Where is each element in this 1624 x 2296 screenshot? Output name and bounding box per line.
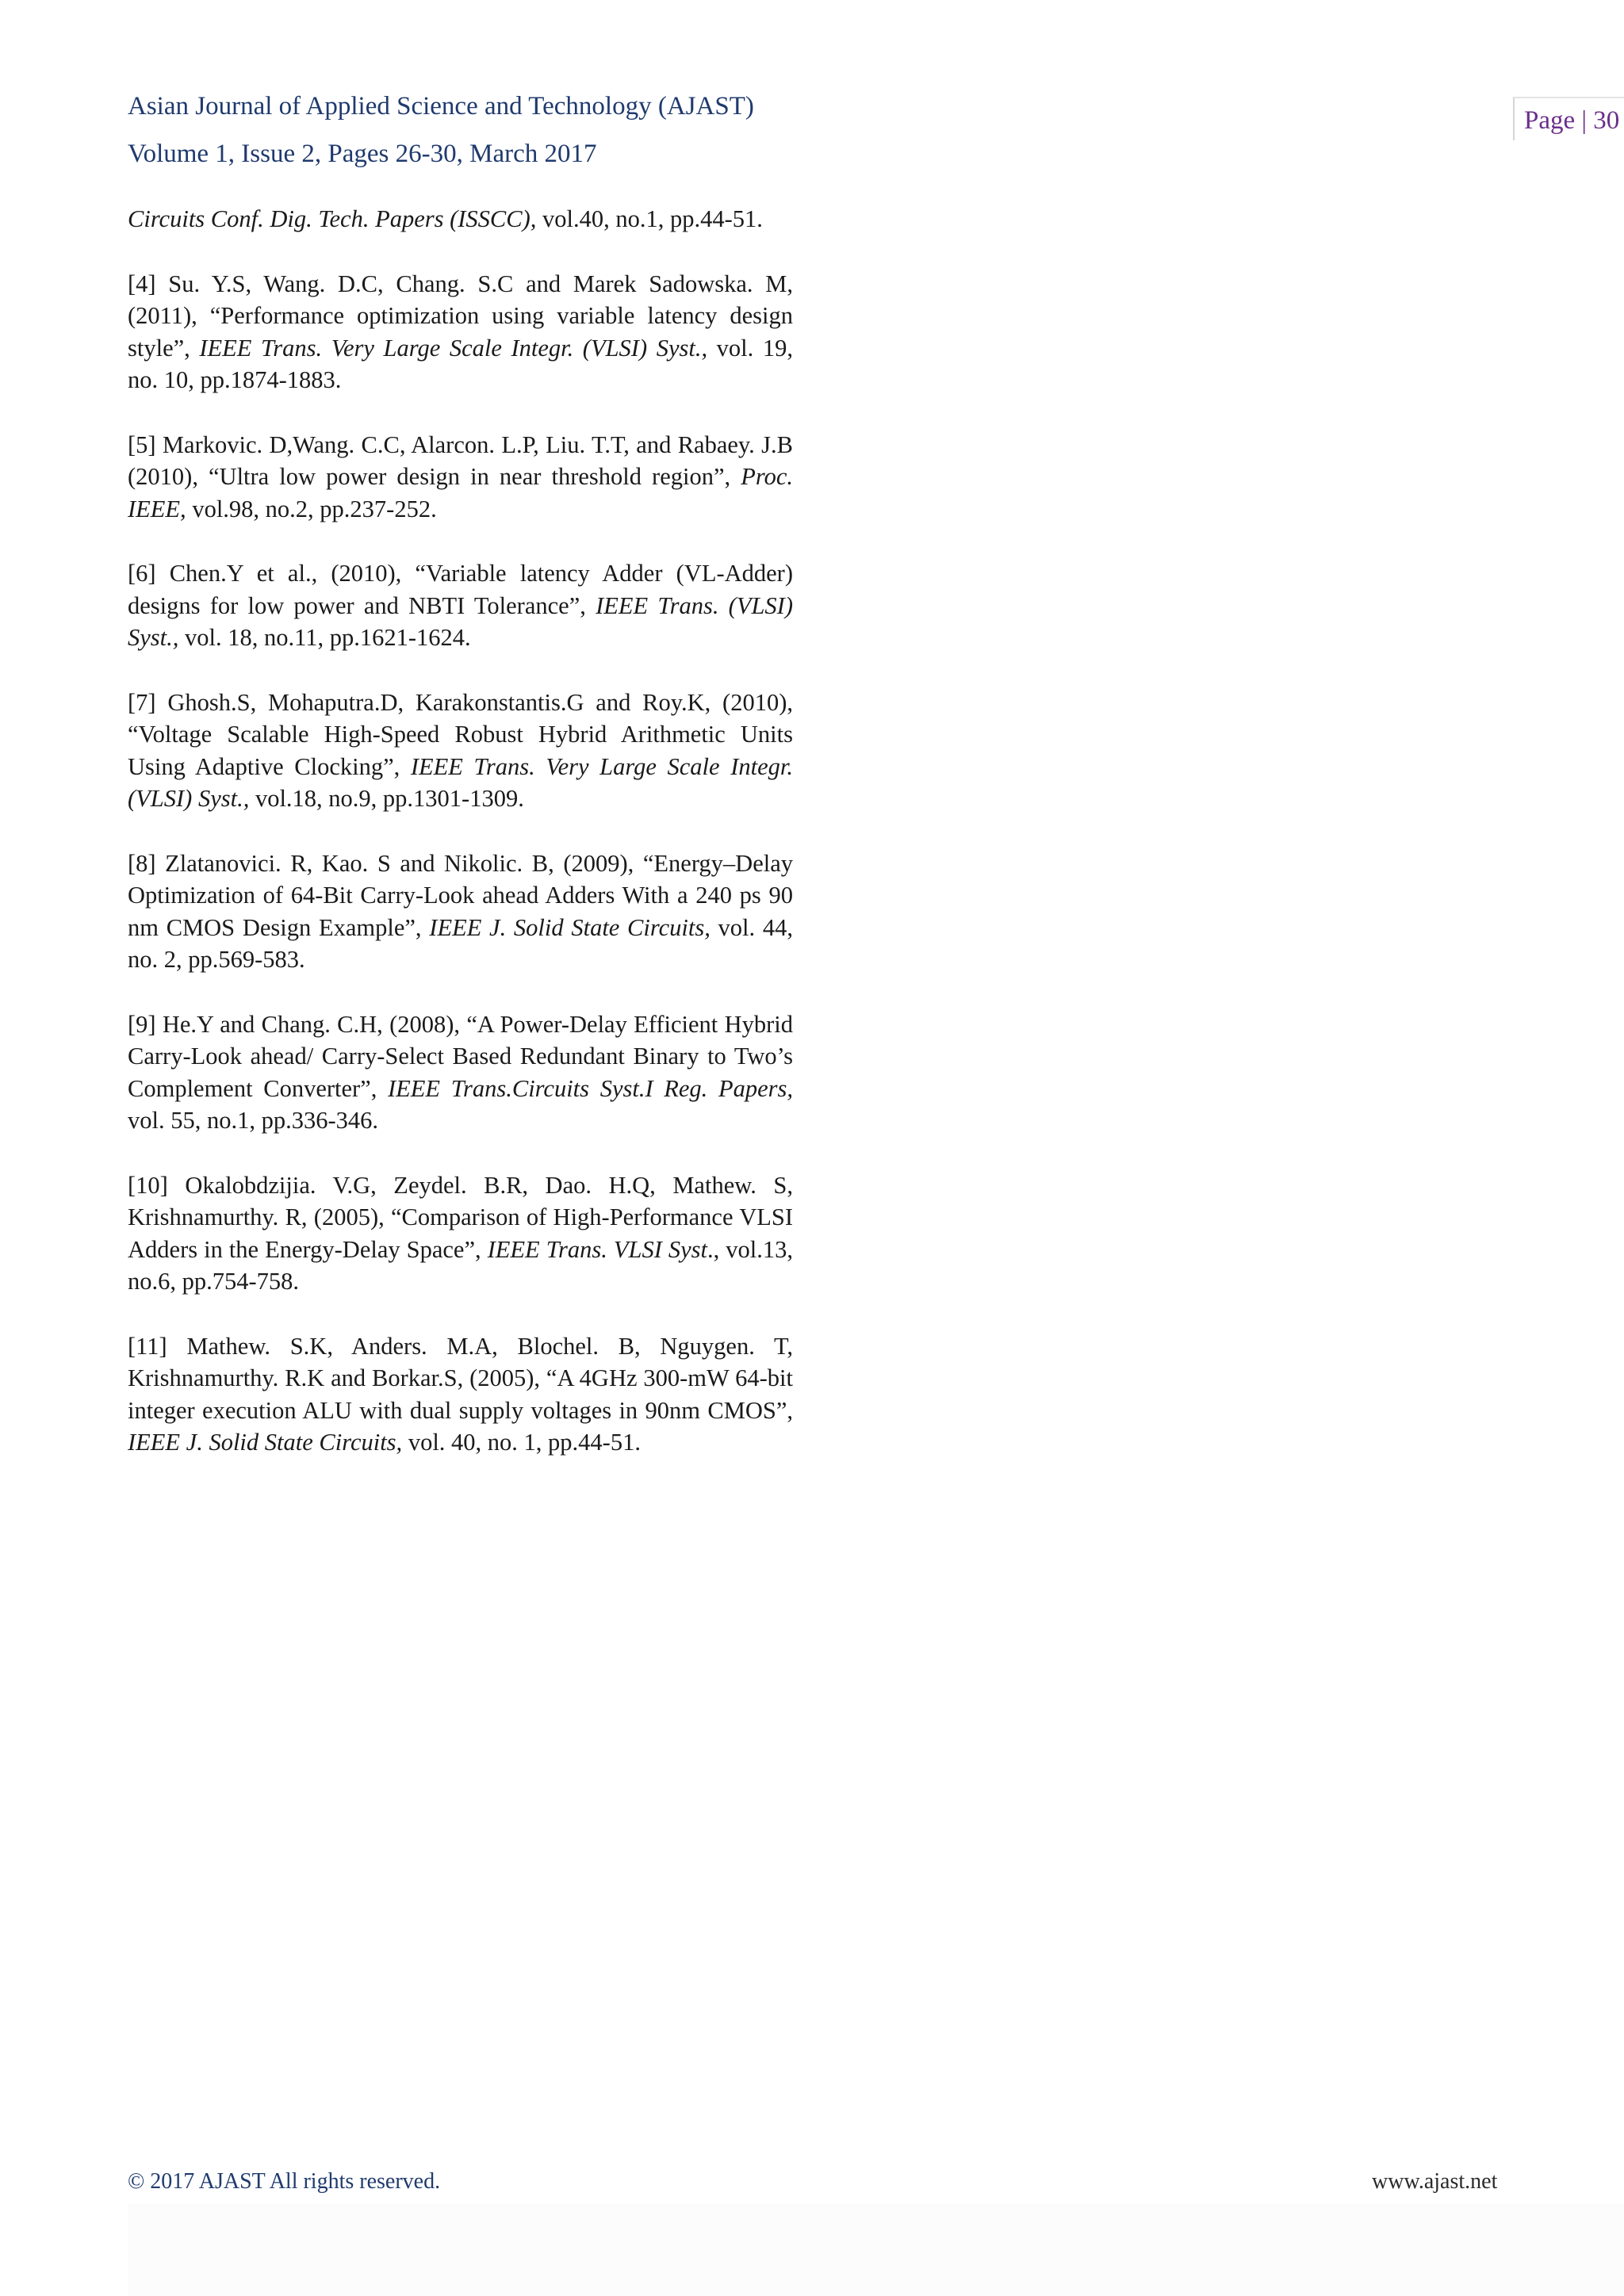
reference-text: vol. 18, no.11, pp.1621-1624. bbox=[178, 624, 471, 651]
reference-text: vol. 40, no. 1, pp.44-51. bbox=[402, 1429, 641, 1456]
reference-entry bbox=[128, 429, 793, 526]
reference-source: IEEE Trans. Very Large Scale Integr. (VLSI) Syst., bbox=[199, 334, 708, 362]
reference-text: ., vol.13, no.6, pp.754-758. bbox=[128, 1235, 793, 1295]
reference-text: [6] Chen.Y et al., (2010), “Variable latency Adder (VL-Adder) designs for low power and NBTI Tolerance”, bbox=[128, 560, 793, 619]
reference-list bbox=[128, 203, 793, 1491]
reference-text: [9] He.Y and Chang. C.H, (2008), “A Power-Delay Efficient Hybrid Carry-Look ahead/ Carry-Select Based Redundant Binary to Two’s Complement Converter”, bbox=[128, 1010, 793, 1102]
reference-text: [4] Su. Y.S, Wang. D.C, Chang. S.C and Marek Sadowska. M, (2011), “Performance optimization using variable latency design style”, bbox=[128, 270, 793, 362]
issue-info: Volume 1, Issue 2, Pages 26-30, March 2017 bbox=[128, 140, 597, 168]
reference-source: Proc. IEEE, bbox=[128, 463, 793, 522]
reference-text: [11] Mathew. S.K, Anders. M.A, Blochel. B, Nguygen. T, Krishnamurthy. R.K and Borkar.S, (2005), “A 4GHz 300-mW 64-bit integer execution ALU with dual supply voltages in 90nm CMOS”, bbox=[128, 1332, 793, 1424]
reference-text: vol. 44, no. 2, pp.569-583. bbox=[128, 913, 793, 973]
page-number: Page | 30 bbox=[1513, 97, 1624, 140]
reference-entry bbox=[128, 203, 793, 235]
website-link[interactable]: www.ajast.net bbox=[1372, 2169, 1498, 2194]
journal-title: Asian Journal of Applied Science and Technology (AJAST) bbox=[128, 92, 754, 121]
reference-source: Circuits Conf. Dig. Tech. Papers (ISSCC), bbox=[128, 205, 537, 232]
reference-entry bbox=[128, 1330, 793, 1459]
reference-text: vol.18, no.9, pp.1301-1309. bbox=[249, 785, 524, 812]
footer-band bbox=[128, 2204, 1624, 2296]
reference-source: IEEE Trans. (VLSI) Syst., bbox=[128, 591, 793, 651]
reference-entry bbox=[128, 1008, 793, 1137]
reference-source: IEEE J. Solid State Circuits, bbox=[128, 1429, 403, 1456]
reference-entry bbox=[128, 268, 793, 396]
reference-text: [10] Okalobdzijia. V.G, Zeydel. B.R, Dao. H.Q, Mathew. S, Krishnamurthy. R, (2005), “Comparison of High-Performance VLSI Adders in the Energy-Delay Space”, bbox=[128, 1171, 793, 1263]
reference-source: IEEE Trans.Circuits Syst.I Reg. Papers, bbox=[388, 1074, 793, 1102]
reference-text: vol. 55, no.1, pp.336-346. bbox=[128, 1107, 379, 1134]
reference-text: vol. 19, no. 10, pp.1874-1883. bbox=[128, 334, 793, 393]
reference-entry bbox=[128, 687, 793, 815]
reference-text: [7] Ghosh.S, Mohaputra.D, Karakonstantis.G and Roy.K, (2010), “Voltage Scalable High-Speed Robust Hybrid Arithmetic Units Using Adaptive Clocking”, bbox=[128, 688, 793, 780]
reference-entry bbox=[128, 557, 793, 654]
reference-text: vol.40, no.1, pp.44-51. bbox=[536, 205, 763, 232]
reference-source: IEEE J. Solid State Circuits, bbox=[429, 913, 710, 941]
copyright-notice: © 2017 AJAST All rights reserved. bbox=[128, 2169, 441, 2194]
reference-text: [5] Markovic. D,Wang. C.C, Alarcon. L.P, Liu. T.T, and Rabaey. J.B (2010), “Ultra low power design in near threshold region”, bbox=[128, 430, 793, 490]
reference-text: [8] Zlatanovici. R, Kao. S and Nikolic. B, (2009), “Energy–Delay Optimization of 64-Bit Carry-Look ahead Adders With a 240 ps 90 nm CMOS Design Example”, bbox=[128, 849, 793, 941]
reference-source: IEEE Trans. Very Large Scale Integr. (VLSI) Syst., bbox=[128, 752, 793, 812]
reference-entry bbox=[128, 848, 793, 976]
reference-entry bbox=[128, 1169, 793, 1298]
reference-text: vol.98, no.2, pp.237-252. bbox=[186, 495, 437, 522]
reference-source: IEEE Trans. VLSI Syst bbox=[487, 1235, 707, 1263]
